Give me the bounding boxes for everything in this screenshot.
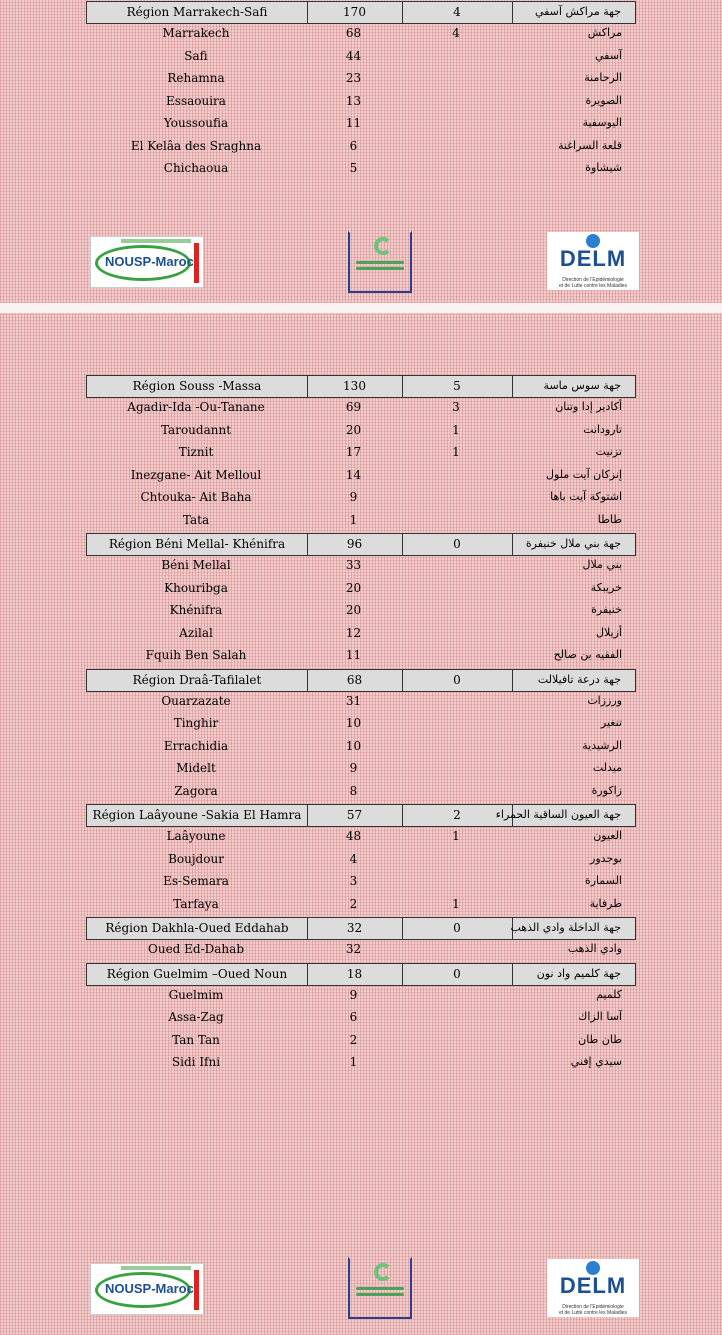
province-total: 69 xyxy=(345,400,362,414)
province-name-fr: Midelt xyxy=(176,761,216,775)
province-name-fr: Chtouka- Ait Baha xyxy=(140,490,252,504)
province-recent: 3 xyxy=(452,400,460,414)
province-name-ar: سيدي إفني xyxy=(570,1055,622,1068)
nousp-maroc-logo xyxy=(90,1263,204,1315)
province-recent: 1 xyxy=(452,896,460,911)
region-name-ar: جهة الداخلة وادي الذهب xyxy=(510,921,621,934)
delm-logo-text: DELM xyxy=(559,246,627,271)
region-name-ar: جهة درعة تافيلالت xyxy=(537,672,621,686)
province-total: 6 xyxy=(349,1010,358,1024)
region-name-fr: Région Marrakech-Safi xyxy=(87,2,308,24)
province-row xyxy=(86,1053,636,1076)
province-name-ar: طان طان xyxy=(578,1032,622,1046)
province-total: 6 xyxy=(349,138,358,153)
province-name-fr: Khouribga xyxy=(164,580,228,595)
region-header-row xyxy=(86,375,636,398)
province-recent: 1 xyxy=(452,829,460,843)
province-name-fr: Essaouira xyxy=(166,93,226,108)
province-row xyxy=(86,24,636,47)
province-total: 20 xyxy=(345,422,362,437)
region-name-ar: جهة بني ملال خنيفرة xyxy=(525,537,621,550)
province-name-ar: الرحامنة xyxy=(584,71,622,84)
region-total: 57 xyxy=(307,805,403,827)
province-row xyxy=(86,850,636,873)
province-row xyxy=(86,579,636,602)
province-total: 68 xyxy=(345,26,362,40)
province-total: 8 xyxy=(349,783,358,798)
province-row xyxy=(86,782,636,805)
province-name-fr: El Kelâa des Sraghna xyxy=(130,138,262,153)
region-name-fr: Région Laâyoune -Sakia El Hamra xyxy=(87,805,308,827)
region-name-ar: جهة العيون الساقية الحمراء xyxy=(495,808,621,821)
delm-logo-line2: et de Lutte contre les Maladies xyxy=(558,1310,628,1316)
province-recent: 1 xyxy=(452,445,460,459)
province-row xyxy=(86,624,636,647)
region-total: 32 xyxy=(307,918,403,940)
nousp-logo-text: NOUSP-Maroc xyxy=(105,1281,194,1296)
province-row xyxy=(86,159,636,182)
province-name-ar: الصويرة xyxy=(585,93,622,107)
delm-logo-line1: Direction de l'Epidémiologie xyxy=(562,277,624,283)
region-name-fr: Région Draâ-Tafilalet xyxy=(87,670,308,692)
province-name-fr: Tinghir xyxy=(173,716,219,730)
region-header-row xyxy=(86,669,636,692)
province-recent: 1 xyxy=(452,422,460,437)
province-total: 13 xyxy=(345,93,362,108)
province-total: 12 xyxy=(345,625,362,640)
delm-logo xyxy=(547,232,639,290)
province-name-fr: Khénifra xyxy=(169,603,223,617)
province-name-fr: Béni Mellal xyxy=(161,558,231,572)
province-name-fr: Safi xyxy=(184,48,208,63)
province-row xyxy=(86,69,636,92)
region-header-row xyxy=(86,963,636,986)
province-name-fr: Es-Semara xyxy=(163,874,229,888)
province-row xyxy=(86,872,636,895)
province-total: 2 xyxy=(349,896,358,911)
province-name-ar: ورززات xyxy=(587,693,622,707)
province-name-ar: السمارة xyxy=(584,874,622,887)
region-total: 96 xyxy=(307,534,403,556)
province-name-ar: إنزكان آيت ملول xyxy=(546,467,622,481)
delm-logo xyxy=(547,1259,639,1317)
province-name-ar: كلميم xyxy=(596,987,622,1001)
delm-logo-line2: et de Lutte contre les Maladies xyxy=(558,283,628,289)
province-total: 17 xyxy=(345,445,362,459)
province-name-fr: Guelmim xyxy=(168,987,224,1002)
delm-logo-text: DELM xyxy=(559,1273,627,1298)
region-total: 130 xyxy=(307,376,403,398)
province-total: 2 xyxy=(349,1032,358,1047)
province-name-ar: العيون xyxy=(593,829,622,842)
region-recent: 5 xyxy=(402,376,513,398)
province-name-ar: خريبكة xyxy=(590,580,622,594)
region-header-row xyxy=(86,533,636,556)
province-name-ar: تارودانت xyxy=(583,422,622,436)
province-name-fr: Sidi Ifni xyxy=(171,1055,221,1069)
province-name-fr: Marrakech xyxy=(162,26,230,40)
province-row xyxy=(86,737,636,760)
delm-logo-line1: Direction de l'Epidémiologie xyxy=(562,1304,624,1310)
province-name-ar: تزنيت xyxy=(595,445,622,458)
province-row xyxy=(86,1008,636,1031)
province-row xyxy=(86,940,636,963)
province-name-ar: أزيلال xyxy=(596,625,622,639)
province-row xyxy=(86,137,636,160)
province-total: 20 xyxy=(345,580,362,595)
province-name-fr: Taroudannt xyxy=(160,422,232,437)
province-row xyxy=(86,421,636,444)
province-row xyxy=(86,556,636,579)
province-name-fr: Agadir-Ida -Ou-Tanane xyxy=(127,400,265,414)
province-name-ar: طرفاية xyxy=(589,896,622,910)
region-header-row xyxy=(86,1,636,24)
province-row xyxy=(86,692,636,715)
province-row xyxy=(86,1031,636,1054)
province-row xyxy=(86,47,636,70)
region-name-ar: جهة مراكش آسفي xyxy=(534,5,621,18)
region-name-fr: Région Souss -Massa xyxy=(87,376,308,398)
province-name-fr: Rehamna xyxy=(167,71,225,85)
province-total: 3 xyxy=(349,874,358,888)
province-total: 31 xyxy=(345,693,362,708)
province-row xyxy=(86,986,636,1009)
region-total: 170 xyxy=(307,2,403,24)
province-row xyxy=(86,759,636,782)
province-total: 20 xyxy=(345,603,362,617)
region-total: 68 xyxy=(307,670,403,692)
province-total: 5 xyxy=(349,161,358,175)
province-name-ar: بوجدور xyxy=(590,851,622,865)
province-name-fr: Oued Ed-Dahab xyxy=(148,942,244,956)
region-name-ar: جهة سوس ماسة xyxy=(543,379,621,392)
region-header-row xyxy=(86,804,636,827)
province-row xyxy=(86,92,636,115)
province-name-fr: Zagora xyxy=(174,783,218,798)
province-row xyxy=(86,646,636,669)
province-name-ar: مراكش xyxy=(587,26,622,39)
province-row xyxy=(86,827,636,850)
region-recent: 2 xyxy=(402,805,513,827)
region-recent: 0 xyxy=(402,670,513,692)
region-recent: 0 xyxy=(402,534,513,556)
province-total: 4 xyxy=(349,851,358,866)
region-total: 18 xyxy=(307,964,403,986)
province-name-ar: ميدلت xyxy=(592,761,622,774)
province-name-ar: آسا الزاك xyxy=(578,1010,622,1023)
province-row xyxy=(86,895,636,918)
province-row xyxy=(86,398,636,421)
province-row xyxy=(86,114,636,137)
province-row xyxy=(86,714,636,737)
province-name-ar: تنغير xyxy=(600,716,622,729)
province-recent: 4 xyxy=(452,26,460,40)
regions-table xyxy=(86,375,636,1076)
province-name-fr: Tan Tan xyxy=(172,1032,220,1047)
province-name-ar: شيشاوة xyxy=(585,161,622,174)
region-header-row xyxy=(86,917,636,940)
province-name-fr: Boujdour xyxy=(168,851,224,866)
province-total: 32 xyxy=(345,942,362,956)
province-name-fr: Ouarzazate xyxy=(161,693,231,708)
province-total: 11 xyxy=(345,648,362,662)
region-name-fr: Région Béni Mellal- Khénifra xyxy=(87,534,308,556)
region-recent: 4 xyxy=(402,2,513,24)
province-name-fr: Inezgane- Ait Melloul xyxy=(130,467,262,482)
province-name-ar: الرشيدية xyxy=(582,738,622,752)
province-name-fr: Youssoufia xyxy=(163,116,229,130)
province-name-ar: اشتوكة آيت باها xyxy=(550,490,622,503)
province-total: 23 xyxy=(345,71,362,85)
province-total: 9 xyxy=(349,761,358,775)
province-name-ar: زاكورة xyxy=(591,783,622,797)
region-name-fr: Région Dakhla-Oued Eddahab xyxy=(87,918,308,940)
province-name-fr: Fquih Ben Salah xyxy=(145,648,247,662)
province-name-fr: Tarfaya xyxy=(173,896,219,911)
province-name-fr: Chichaoua xyxy=(163,161,229,175)
province-total: 9 xyxy=(349,987,358,1002)
province-total: 44 xyxy=(345,48,362,63)
province-total: 33 xyxy=(345,558,362,572)
region-name-fr: Région Guelmim –Oued Noun xyxy=(87,964,308,986)
province-total: 48 xyxy=(345,829,362,843)
province-total: 10 xyxy=(345,738,362,753)
province-row xyxy=(86,601,636,624)
province-name-fr: Tata xyxy=(182,512,210,527)
province-name-fr: Laâyoune xyxy=(166,829,226,843)
region-name-ar: جهة كلميم واد نون xyxy=(536,966,621,980)
province-row xyxy=(86,488,636,511)
province-name-ar: أكادير إدا وتنان xyxy=(555,400,622,413)
province-name-ar: قلعة السراغنة xyxy=(558,138,622,152)
province-total: 1 xyxy=(349,1055,358,1069)
province-row xyxy=(86,443,636,466)
province-name-ar: طاطا xyxy=(597,512,622,526)
province-total: 11 xyxy=(345,116,362,130)
region-recent: 0 xyxy=(402,964,513,986)
province-name-ar: اليوسفية xyxy=(582,116,622,129)
province-name-ar: الفقيه بن صالح xyxy=(553,648,622,661)
province-name-fr: Tiznit xyxy=(178,445,214,459)
nousp-logo-text: NOUSP-Maroc xyxy=(105,254,194,269)
region-recent: 0 xyxy=(402,918,513,940)
region-table-marrakech xyxy=(86,1,636,182)
province-total: 9 xyxy=(349,490,358,504)
province-name-ar: وادي الذهب xyxy=(567,942,622,955)
ministry-emblem-icon xyxy=(348,231,412,293)
province-name-ar: آسفي xyxy=(594,48,622,62)
nousp-maroc-logo xyxy=(90,236,204,288)
province-name-fr: Assa-Zag xyxy=(168,1010,224,1024)
province-name-ar: بني ملال xyxy=(582,558,622,571)
province-name-fr: Azilal xyxy=(179,625,213,640)
province-total: 10 xyxy=(345,716,362,730)
province-row xyxy=(86,511,636,534)
province-total: 1 xyxy=(349,512,358,527)
province-name-ar: خنيفرة xyxy=(591,603,622,616)
province-total: 14 xyxy=(345,467,362,482)
province-name-fr: Errachidia xyxy=(163,738,229,753)
ministry-emblem-icon xyxy=(348,1257,412,1319)
province-row xyxy=(86,466,636,489)
page-separator xyxy=(0,303,722,313)
